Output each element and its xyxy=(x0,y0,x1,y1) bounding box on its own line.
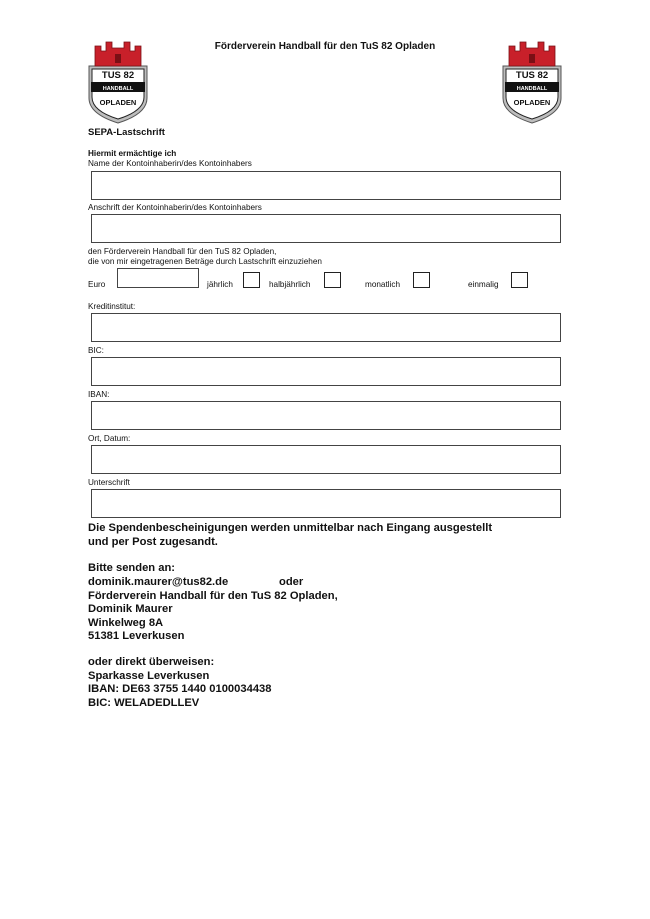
address-label: Anschrift der Kontoinhaberin/des Kontoinhabers xyxy=(88,203,262,212)
contact-street: Winkelweg 8A xyxy=(88,617,164,629)
send-to-heading: Bitte senden an: xyxy=(88,562,176,574)
logo-band-text: HANDBALL xyxy=(102,86,134,92)
once-label: einmalig xyxy=(468,280,499,289)
signature-label: Unterschrift xyxy=(88,478,130,487)
or-text: oder xyxy=(279,576,304,588)
logo-city-text: OPLADEN xyxy=(513,98,551,107)
yearly-checkbox[interactable] xyxy=(243,272,260,288)
contact-person: Dominik Maurer xyxy=(88,603,173,615)
transfer-heading: oder direkt überweisen: xyxy=(88,656,215,668)
org-name: Förderverein Handball für den TuS 82 Opladen, xyxy=(88,590,338,602)
intro-text: Hiermit ermächtige ich xyxy=(88,149,177,158)
euro-label: Euro xyxy=(88,280,106,289)
bank-label: Kreditinstitut: xyxy=(88,302,136,311)
monthly-label: monatlich xyxy=(365,280,401,289)
halfyearly-checkbox[interactable] xyxy=(324,272,341,288)
logo-city-text: OPLADEN xyxy=(99,98,137,107)
receipt-line-1: Die Spendenbescheinigungen werden unmittelbar nach Eingang ausgestellt xyxy=(88,522,493,534)
authorize-line-2: die von mir eingetragenen Beträge durch Lastschrift einzuziehen xyxy=(88,257,322,266)
bic-field[interactable] xyxy=(91,357,561,386)
address-field[interactable] xyxy=(91,214,561,243)
page-title: Förderverein Handball für den TuS 82 Opladen xyxy=(214,41,436,52)
iban-value: IBAN: DE63 3755 1440 0100034438 xyxy=(88,683,272,695)
halfyearly-label: halbjährlich xyxy=(269,280,311,289)
name-label: Name der Kontoinhaberin/des Kontoinhabers xyxy=(88,159,252,168)
logo-club-text: TUS 82 xyxy=(515,70,549,81)
monthly-checkbox[interactable] xyxy=(413,272,430,288)
logo-band-text: HANDBALL xyxy=(516,86,548,92)
contact-email[interactable]: dominik.maurer@tus82.de xyxy=(88,576,229,588)
contact-city: 51381 Leverkusen xyxy=(88,630,185,642)
bic-label: BIC: xyxy=(88,346,104,355)
bank-field[interactable] xyxy=(91,313,561,342)
iban-field[interactable] xyxy=(91,401,561,430)
iban-label: IBAN: xyxy=(88,390,110,399)
once-checkbox[interactable] xyxy=(511,272,528,288)
bic-value: BIC: WELADEDLLEV xyxy=(88,697,200,709)
name-field[interactable] xyxy=(91,171,561,200)
bank-name: Sparkasse Leverkusen xyxy=(88,670,210,682)
place-date-field[interactable] xyxy=(91,445,561,474)
authorize-line-1: den Förderverein Handball für den TuS 82 Opladen, xyxy=(88,247,277,256)
club-logo-left xyxy=(88,40,148,124)
form-heading: SEPA-Lastschrift xyxy=(88,127,165,138)
place-date-label: Ort, Datum: xyxy=(88,434,131,443)
amount-field[interactable] xyxy=(117,268,199,288)
receipt-line-2: und per Post zugesandt. xyxy=(88,536,218,548)
yearly-label: jährlich xyxy=(207,280,233,289)
logo-club-text: TUS 82 xyxy=(101,70,135,81)
club-logo-right xyxy=(502,40,562,124)
signature-field[interactable] xyxy=(91,489,561,518)
